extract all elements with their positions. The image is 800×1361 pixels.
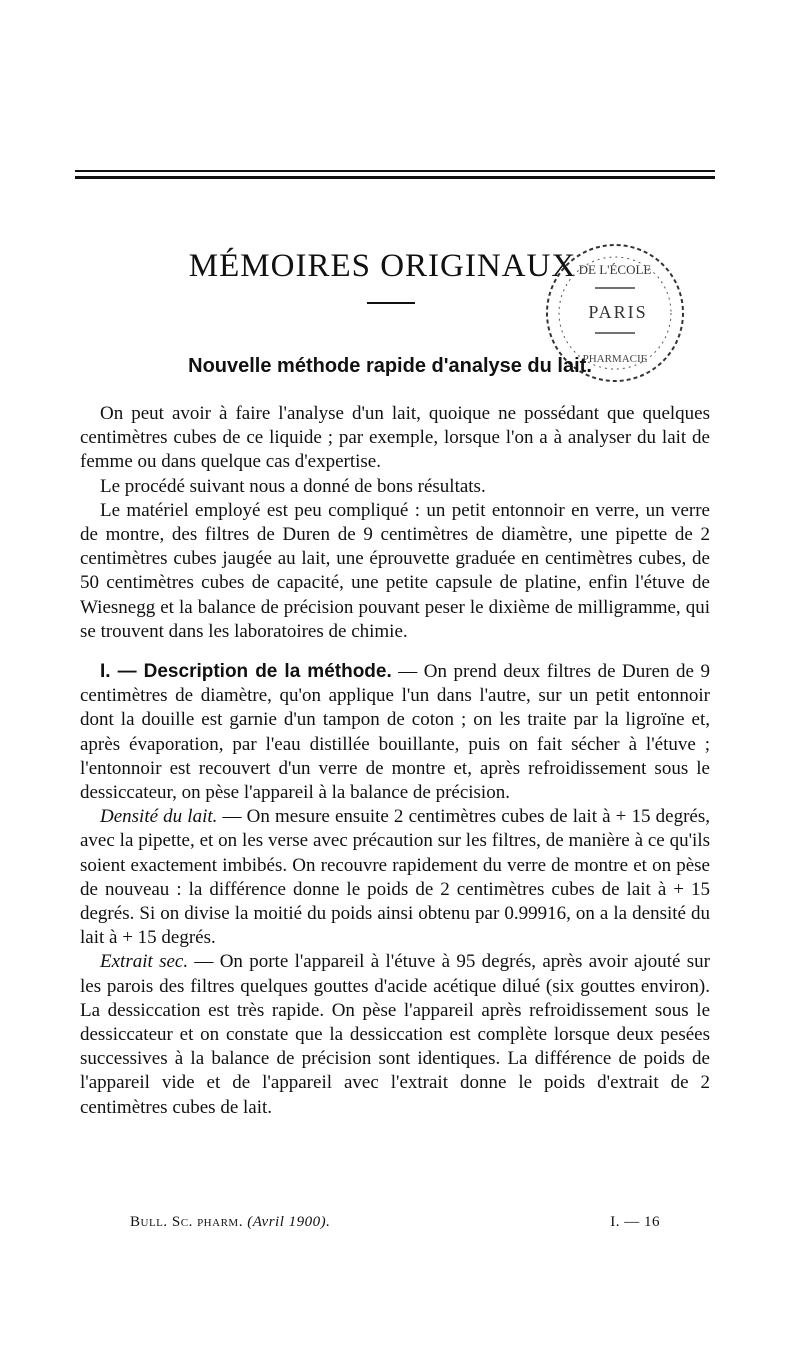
- stamp-bottom-text: PHARMACIE: [582, 353, 648, 365]
- header-rule-bottom: [75, 176, 715, 179]
- paragraph-materials: Le matériel employé est peu compliqué : un petit entonnoir en verre, un verre de montre, des filtres de Duren de 9 centimètres de diamètre, une pipette de 2 centimètres cubes jaugée au lait, une éprouvette graduée en centimètres cubes, de 50 centimètres cubes de capacité, une petite capsule de platine, enfin l'étuve de Wiesnegg et la balance de précision pouvant peser le dixième de milligramme, qui se trouvent dans les laboratoires de chimie.: [80, 499, 710, 642]
- paragraph-method: [80, 660, 710, 805]
- dry-extract-text: — On porte l'appareil à l'étuve à 95 degrés, après avoir ajouté sur les parois des filtres quelques gouttes d'acide acétique dilué (six gouttes environ). La dessiccation est très rapide. On pèse l'appareil après refroidissement sous le dessiccateur et on constate que la dessiccation est complète lorsque deux pesées successives à la balance de précision sont identiques. La différence de poids de l'appareil vide et de l'appareil avec l'extrait donne le poids d'extrait de 2 centimètres cubes de lait.: [80, 951, 711, 1118]
- article-body: [80, 402, 710, 1120]
- page-footer: [130, 1214, 660, 1231]
- section-title: MÉMOIRES ORIGINAUX: [188, 248, 577, 284]
- stamp-top-text: DE L'ÉCOLE: [578, 262, 652, 277]
- footer-journal: Bull. Sc. pharm.: [130, 1214, 243, 1230]
- heading-method: I. — Description de la méthode.: [100, 661, 392, 683]
- heading-density: Densité du lait.: [100, 806, 218, 828]
- stamp-city-text: PARIS: [588, 302, 648, 322]
- heading-dry-extract: Extrait sec.: [100, 951, 189, 973]
- paragraph-dry-extract: [80, 950, 710, 1119]
- paragraph-density: [80, 805, 710, 950]
- header-rule-top: [75, 170, 715, 172]
- footer-citation: [130, 1214, 330, 1231]
- density-text: — On mesure ensuite 2 centimètres cubes de lait à + 15 degrés, avec la pipette, et on les verse avec précaution sur les filtres, de manière à ce qu'ils soient exactement imbibés. On recouvre rapidement du verre de montre et on pèse de nouveau : la différence donne le poids de 2 centimètres cubes de lait à + 15 degrés. Si on divise la moitié du poids ainsi obtenu par 0.99916, on a la densité du lait à + 15 degrés.: [80, 806, 710, 949]
- footer-date: (Avril 1900).: [247, 1214, 331, 1230]
- method-text: — On prend deux filtres de Duren de 9 centimètres de diamètre, qu'on applique l'un dans l'autre, sur un petit entonnoir dont la douille est garnie d'un tampon de coton ; on les traite par la ligroïne et, après évaporation, par l'eau distillée bouillante, puis on fait sécher à l'étuve ; l'entonnoir est recouvert d'un verre de montre et, après refroidissement sous le dessiccateur, on pèse l'appareil à la balance de précision.: [80, 661, 710, 804]
- footer-page-number: I. — 16: [610, 1214, 660, 1230]
- paragraph-intro: On peut avoir à faire l'analyse d'un lait, quoique ne possédant que quelques centimètres cubes de ce liquide ; par exemple, lorsque l'on a à analyser du lait de femme ou dans quelque cas d'expertise.: [80, 403, 710, 473]
- paragraph-procedure: Le procédé suivant nous a donné de bons résultats.: [100, 475, 486, 497]
- title-divider: [367, 302, 415, 304]
- article-title: Nouvelle méthode rapide d'analyse du lait.: [188, 355, 592, 377]
